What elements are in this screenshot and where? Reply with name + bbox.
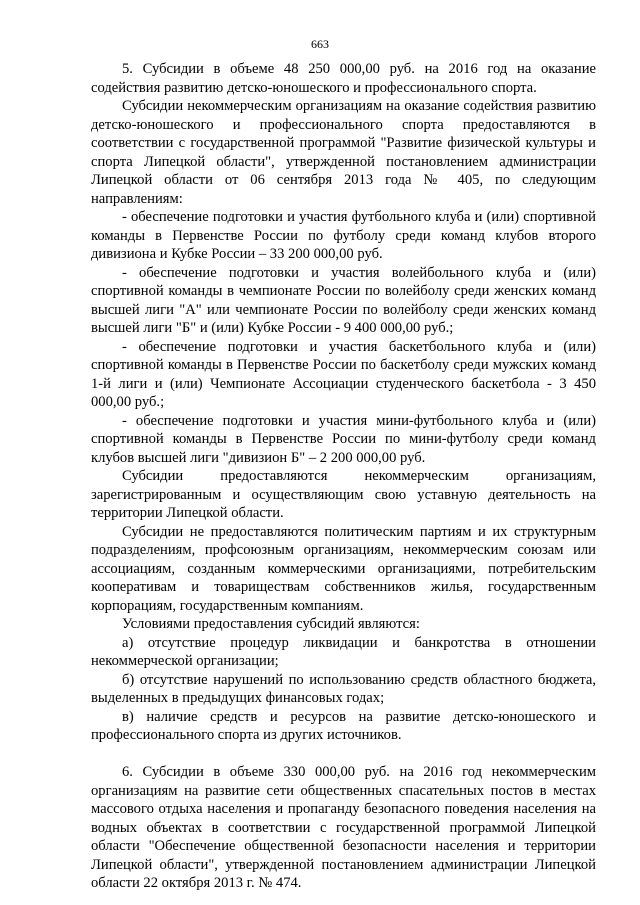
list-item-football: - обеспечение подготовки и участия футбольного клуба и (или) спортивной команды в Первенстве России по футболу среди команд клубов второго дивизиона и Кубке России – 33 200 000,00 руб. [91, 209, 596, 262]
condition-item-a: а) отсутствие процедур ликвидации и банкротства в отношении некоммерческой организации; [91, 634, 596, 669]
paragraph-exclusions: Субсидии не предоставляются политическим партиям и их структурным подразделениям, профсоюзным организациям, некоммерческим союзам или ассоциациям, созданным коммерческими организациями, потребительским кооперативам и товариществам собственников жилья, государственным корпорациям, государственным компаниям. [91, 523, 596, 614]
paragraph-section-5-heading: 5. Субсидии в объеме 48 250 000,00 руб. на 2016 год на оказание содействия развитию детско-юношеского и профессионального спорта. [91, 61, 596, 96]
condition-item-b: б) отсутствие нарушений по использованию средств областного бюджета, выделенных в предыдущих финансовых годах; [91, 671, 596, 706]
paragraph-section-6: 6. Субсидии в объеме 330 000,00 руб. на 2016 год некоммерческим организациям на развитие сети общественных спасательных постов в местах массового отдыха населения и пропаганду безопасного поведения населения на водных объектах в соответствии с государственной программой Липецкой области "Обеспечение общественной безопасности населения и территории Липецкой области", утвержденной постановлением администрации Липецкой области 22 октября 2013 г. № 474. [91, 764, 596, 891]
condition-item-c: в) наличие средств и ресурсов на развитие детско-юношеского и профессионального спорта из других источников. [91, 708, 596, 743]
paragraph-eligibility: Субсидии предоставляются некоммерческим организациям, зарегистрированным и осуществляющим свою уставную деятельность на территории Липецкой области. [91, 468, 596, 521]
list-item-volleyball: - обеспечение подготовки и участия волейбольного клуба и (или) спортивной команды в чемпионате России по волейболу среди женских команд высшей лиги "А" или чемпионате России по волейболу среди женских команд высшей лиги "Б" и (или) Кубке России - 9 400 000,00 руб.; [91, 264, 596, 336]
paragraph-section-5-intro: Субсидии некоммерческим организациям на оказание содействия развитию детско-юношеского и профессионального спорта предоставляются в соответствии с государственной программой "Развитие физической культуры и спорта Липецкой области", утвержденной постановлением администрации Липецкой области от 06 сентября 2013 года № 405, по следующим направлениям: [91, 98, 596, 207]
list-item-mini-football: - обеспечение подготовки и участия мини-футбольного клуба и (или) спортивной команды в Первенстве России по мини-футболу среди команд клубов высшей лиги "дивизион Б" – 2 200 000,00 руб. [91, 412, 596, 466]
paragraph-spacer [91, 745, 596, 764]
page-number: 663 [311, 37, 329, 51]
list-item-basketball: - обеспечение подготовки и участия баскетбольного клуба и (или) спортивной команды в Первенстве России по баскетболу среди мужских команд 1-й лиги и (или) Чемпионате Ассоциации студенческого баскетбола - 3 450 000,00 руб.; [91, 338, 596, 410]
document-body [91, 60, 596, 893]
paragraph-conditions-heading: Условиями предоставления субсидий являются: [122, 616, 420, 632]
